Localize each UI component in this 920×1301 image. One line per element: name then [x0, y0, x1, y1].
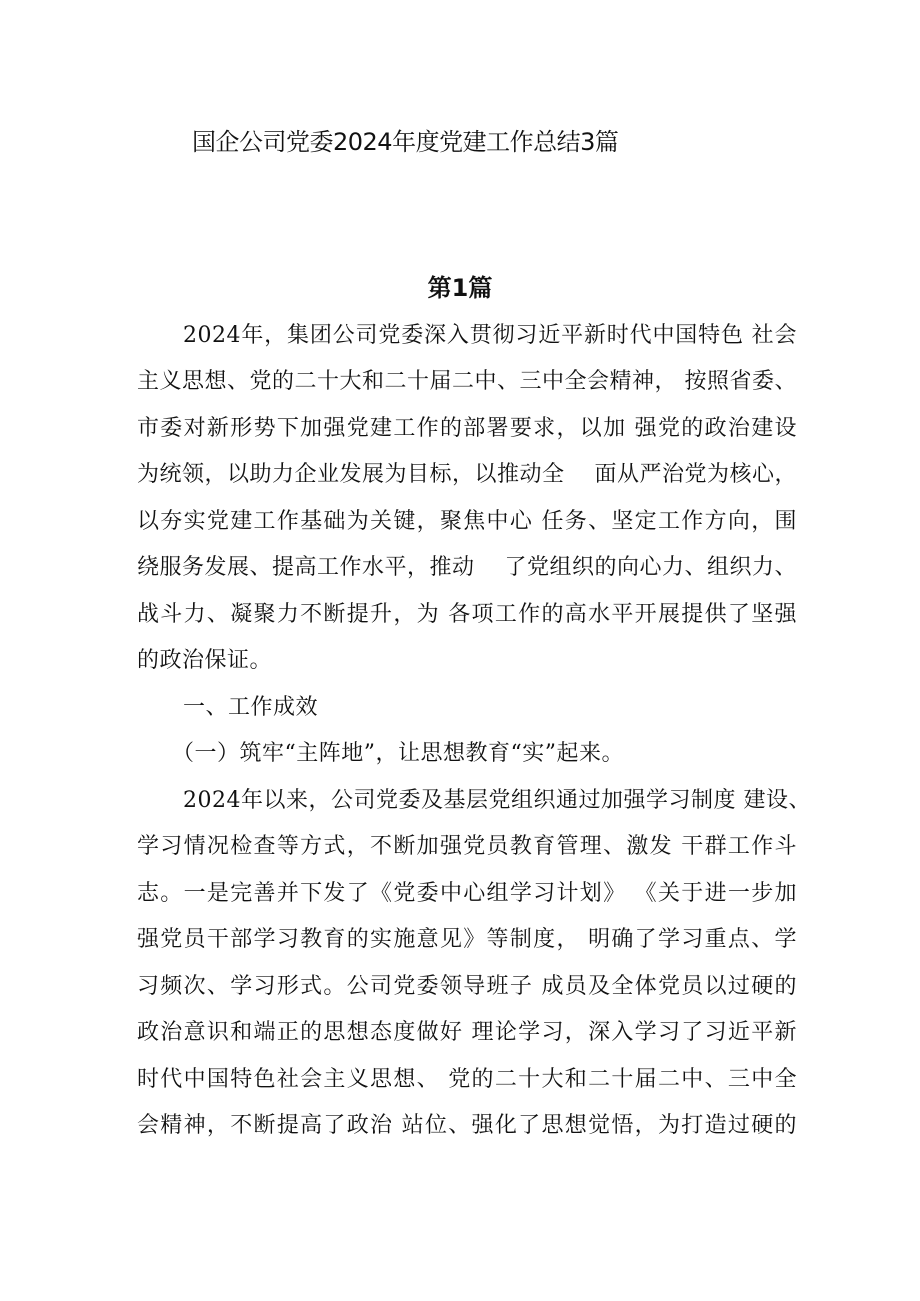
paragraph-line: 主义思想、党的二十大和二十届二中、三中全会精神， 按照省委、	[137, 369, 797, 394]
paragraph-line: 绕服务发展、提高工作水平，推动 了党组织的向心力、组织力、	[137, 555, 797, 580]
paragraph-line: 2024年，集团公司党委深入贯彻习近平新时代中国特色 社会	[183, 323, 797, 348]
document-title: 国企公司党委2024年度党建工作总结3篇	[192, 128, 619, 156]
paragraph-line: 学习情况检查等方式，不断加强党员教育管理、激发 干群工作斗	[137, 834, 797, 859]
paragraph-line: 时代中国特色社会主义思想、 党的二十大和二十届二中、三中全	[137, 1067, 797, 1092]
section-subheading: 一、工作成效	[183, 695, 319, 720]
paragraph-line: 强党员干部学习教育的实施意见》等制度， 明确了学习重点、学	[137, 927, 797, 952]
section-heading: 第1篇	[427, 274, 493, 302]
paragraph-line: 政治意识和端正的思想态度做好 理论学习，深入学习了习近平新	[137, 1020, 797, 1045]
paragraph-line: 为统领，以助力企业发展为目标，以推动全 面从严治党为核心，	[137, 462, 797, 487]
paragraph-line: 2024年以来，公司党委及基层党组织通过加强学习制度 建设、	[183, 788, 811, 813]
paragraph-line: 志。一是完善并下发了《党委中心组学习计划》 《关于进一步加	[137, 881, 797, 906]
paragraph-line: 会精神，不断提高了政治 站位、强化了思想觉悟，为打造过硬的	[137, 1113, 797, 1138]
paragraph-line: 的政治保证。	[137, 648, 273, 673]
paragraph-line: 战斗力、凝聚力不断提升，为 各项工作的高水平开展提供了坚强	[137, 602, 797, 627]
paragraph-line: 市委对新形势下加强党建工作的部署要求，以加 强党的政治建设	[137, 416, 797, 441]
paragraph-line: 习频次、学习形式。公司党委领导班子 成员及全体党员以过硬的	[137, 974, 797, 999]
subsection-heading: （一）筑牢“主阵地”，让思想教育“实”起来。	[172, 741, 624, 766]
paragraph-line: 以夯实党建工作基础为关键，聚焦中心 任务、坚定工作方向，围	[137, 509, 797, 534]
